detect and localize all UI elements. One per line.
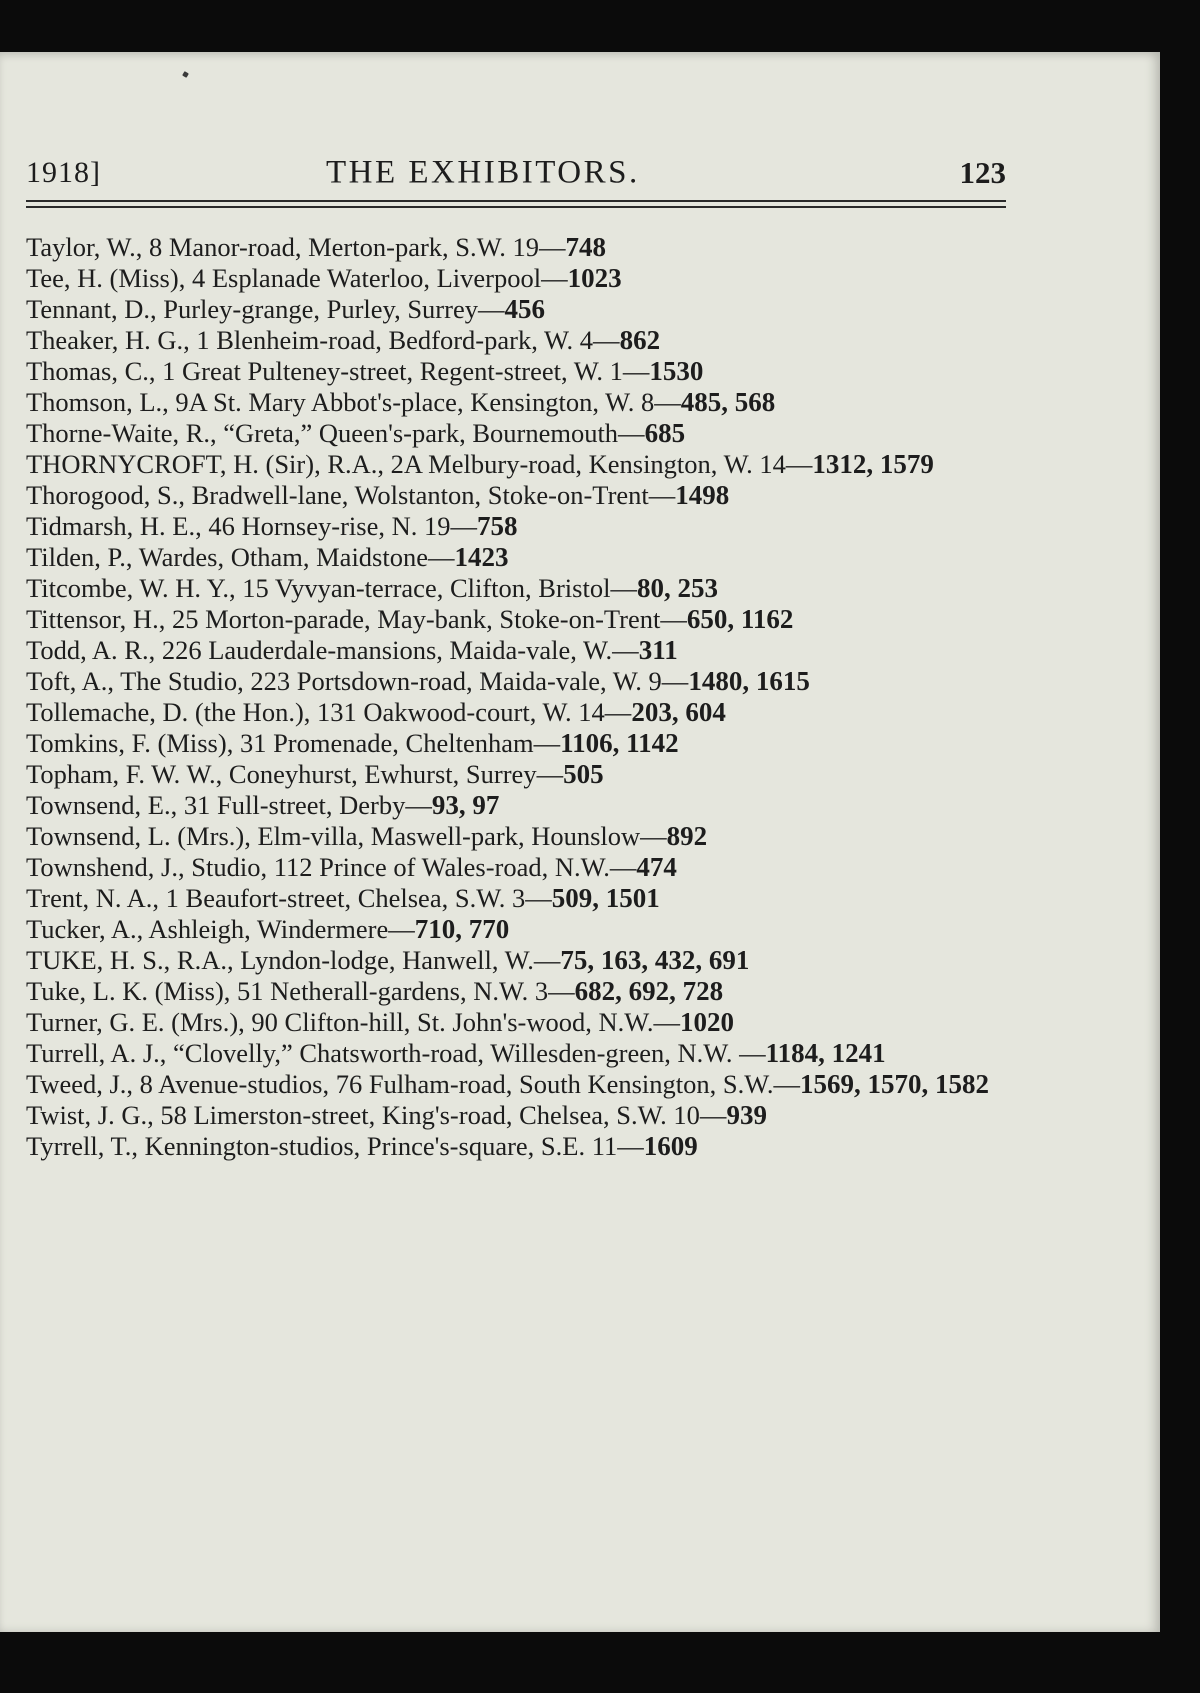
exhibitor-details: Tyrrell, T., Kennington-studios, Prince's-square, S.E. 11— — [26, 1131, 644, 1161]
header-title: THE EXHIBITORS. — [326, 154, 640, 191]
catalogue-numbers: 682, 692, 728 — [574, 976, 724, 1006]
page-number: 123 — [959, 155, 1006, 190]
catalogue-numbers: 311 — [638, 635, 678, 665]
exhibitor-entry — [26, 728, 1006, 759]
exhibitor-entry — [26, 573, 1006, 604]
exhibitor-entry — [26, 511, 1006, 542]
exhibitor-entry — [26, 790, 1006, 821]
exhibitor-details: Taylor, W., 8 Manor-road, Merton-park, S.W. 19— — [26, 232, 566, 262]
exhibitor-entry — [26, 945, 1006, 976]
exhibitor-entry — [26, 852, 1006, 883]
catalogue-numbers: 892 — [666, 821, 708, 851]
catalogue-numbers: 1498 — [675, 480, 730, 510]
exhibitor-details: Twist, J. G., 58 Limerston-street, King's-road, Chelsea, S.W. 10— — [26, 1100, 727, 1130]
exhibitor-entry — [26, 1131, 1006, 1162]
exhibitor-details: Tweed, J., 8 Avenue-studios, 76 Fulham-road, South Kensington, S.W.— — [26, 1069, 800, 1099]
catalogue-numbers: 485, 568 — [680, 387, 776, 417]
exhibitor-details: Tollemache, D. (the Hon.), 131 Oakwood-court, W. 14— — [26, 697, 632, 727]
exhibitor-details: Tee, H. (Miss), 4 Esplanade Waterloo, Liverpool— — [26, 263, 568, 293]
exhibitor-details: Townshend, J., Studio, 112 Prince of Wales-road, N.W.— — [26, 852, 637, 882]
exhibitor-details: Turner, G. E. (Mrs.), 90 Clifton-hill, St. John's-wood, N.W.— — [26, 1007, 680, 1037]
exhibitor-details: Tilden, P., Wardes, Otham, Maidstone— — [26, 542, 455, 572]
exhibitor-entry — [26, 356, 1006, 387]
exhibitor-details: Toft, A., The Studio, 223 Portsdown-road, Maida-vale, W. 9— — [26, 666, 689, 696]
exhibitor-entry — [26, 666, 1006, 697]
exhibitor-details: Trent, N. A., 1 Beaufort-street, Chelsea, S.W. 3— — [26, 883, 552, 913]
exhibitor-list — [26, 232, 1006, 1162]
catalogue-numbers: 748 — [565, 232, 606, 262]
exhibitor-details: Tucker, A., Ashleigh, Windermere— — [26, 914, 415, 944]
book-page — [0, 52, 1160, 1632]
exhibitor-entry — [26, 542, 1006, 573]
exhibitor-details: Titcombe, W. H. Y., 15 Vyvyan-terrace, Clifton, Bristol— — [26, 573, 637, 603]
catalogue-numbers: 505 — [563, 759, 604, 789]
catalogue-numbers: 474 — [636, 852, 677, 882]
header-year: 1918] — [26, 156, 101, 189]
catalogue-numbers: 1423 — [454, 542, 509, 572]
header-rule-bottom — [26, 206, 1006, 208]
catalogue-numbers: 939 — [726, 1100, 767, 1130]
catalogue-numbers: 1106, 1142 — [560, 728, 679, 758]
catalogue-numbers: 456 — [504, 294, 545, 324]
exhibitor-details: Thorne-Waite, R., “Greta,” Queen's-park, Bournemouth— — [26, 418, 645, 448]
catalogue-numbers: 1023 — [567, 263, 622, 293]
exhibitor-details: Topham, F. W. W., Coneyhurst, Ewhurst, Surrey— — [26, 759, 564, 789]
exhibitor-entry — [26, 480, 1006, 511]
exhibitor-entry — [26, 1038, 1006, 1069]
exhibitor-details: Townsend, E., 31 Full-street, Derby— — [26, 790, 432, 820]
exhibitor-details: Theaker, H. G., 1 Blenheim-road, Bedford-park, W. 4— — [26, 325, 620, 355]
exhibitor-entry — [26, 263, 1006, 294]
exhibitor-entry — [26, 914, 1006, 945]
ink-speck — [182, 71, 189, 78]
exhibitor-details: Thorogood, S., Bradwell-lane, Wolstanton, Stoke-on-Trent— — [26, 480, 676, 510]
exhibitor-entry — [26, 976, 1006, 1007]
exhibitor-details: Tidmarsh, H. E., 46 Hornsey-rise, N. 19— — [26, 511, 477, 541]
catalogue-numbers: 1609 — [643, 1131, 698, 1161]
catalogue-numbers: 650, 1162 — [686, 604, 794, 634]
catalogue-numbers: 710, 770 — [414, 914, 510, 944]
catalogue-numbers: 1530 — [649, 356, 704, 386]
exhibitor-details: THORNYCROFT, H. (Sir), R.A., 2A Melbury-road, Kensington, W. 14— — [26, 449, 813, 479]
exhibitor-entry — [26, 418, 1006, 449]
exhibitor-entry — [26, 449, 1006, 480]
exhibitor-entry — [26, 1007, 1006, 1038]
catalogue-numbers: 758 — [476, 511, 518, 541]
catalogue-numbers: 93, 97 — [431, 790, 500, 820]
exhibitor-details: Turrell, A. J., “Clovelly,” Chatsworth-road, Willesden-green, N.W. — — [26, 1038, 766, 1068]
exhibitor-entry — [26, 635, 1006, 666]
catalogue-numbers: 203, 604 — [631, 697, 726, 727]
exhibitor-entry — [26, 325, 1006, 356]
running-header — [26, 148, 1006, 198]
exhibitor-entry — [26, 604, 1006, 635]
exhibitor-details: Tennant, D., Purley-grange, Purley, Surrey— — [26, 294, 505, 324]
exhibitor-details: Todd, A. R., 226 Lauderdale-mansions, Maida-vale, W.— — [26, 635, 639, 665]
catalogue-numbers: 509, 1501 — [551, 883, 660, 913]
header-rule-top — [26, 200, 1006, 202]
exhibitor-details: Thomson, L., 9A St. Mary Abbot's-place, Kensington, W. 8— — [26, 387, 681, 417]
exhibitor-entry — [26, 759, 1006, 790]
exhibitor-entry — [26, 883, 1006, 914]
catalogue-numbers: 1569, 1570, 1582 — [799, 1069, 989, 1099]
exhibitor-details: Tittensor, H., 25 Morton-parade, May-bank, Stoke-on-Trent— — [26, 604, 687, 634]
exhibitor-details: Thomas, C., 1 Great Pulteney-street, Regent-street, W. 1— — [26, 356, 650, 386]
catalogue-numbers: 75, 163, 432, 691 — [560, 945, 750, 975]
exhibitor-entry — [26, 821, 1006, 852]
exhibitor-entry — [26, 387, 1006, 418]
catalogue-numbers: 1184, 1241 — [765, 1038, 886, 1068]
exhibitor-entry — [26, 1100, 1006, 1131]
exhibitor-details: Townsend, L. (Mrs.), Elm-villa, Maswell-park, Hounslow— — [26, 821, 667, 851]
exhibitor-entry — [26, 1069, 1006, 1100]
exhibitor-entry — [26, 294, 1006, 325]
catalogue-numbers: 1020 — [679, 1007, 734, 1037]
catalogue-numbers: 1480, 1615 — [688, 666, 810, 696]
exhibitor-entry — [26, 232, 1006, 263]
exhibitor-details: TUKE, H. S., R.A., Lyndon-lodge, Hanwell, W.— — [26, 945, 561, 975]
catalogue-numbers: 1312, 1579 — [812, 449, 934, 479]
exhibitor-entry — [26, 697, 1006, 728]
exhibitor-details: Tuke, L. K. (Miss), 51 Netherall-gardens, N.W. 3— — [26, 976, 575, 1006]
catalogue-numbers: 80, 253 — [636, 573, 718, 603]
catalogue-numbers: 685 — [644, 418, 686, 448]
catalogue-numbers: 862 — [619, 325, 661, 355]
exhibitor-details: Tomkins, F. (Miss), 31 Promenade, Cheltenham— — [26, 728, 561, 758]
